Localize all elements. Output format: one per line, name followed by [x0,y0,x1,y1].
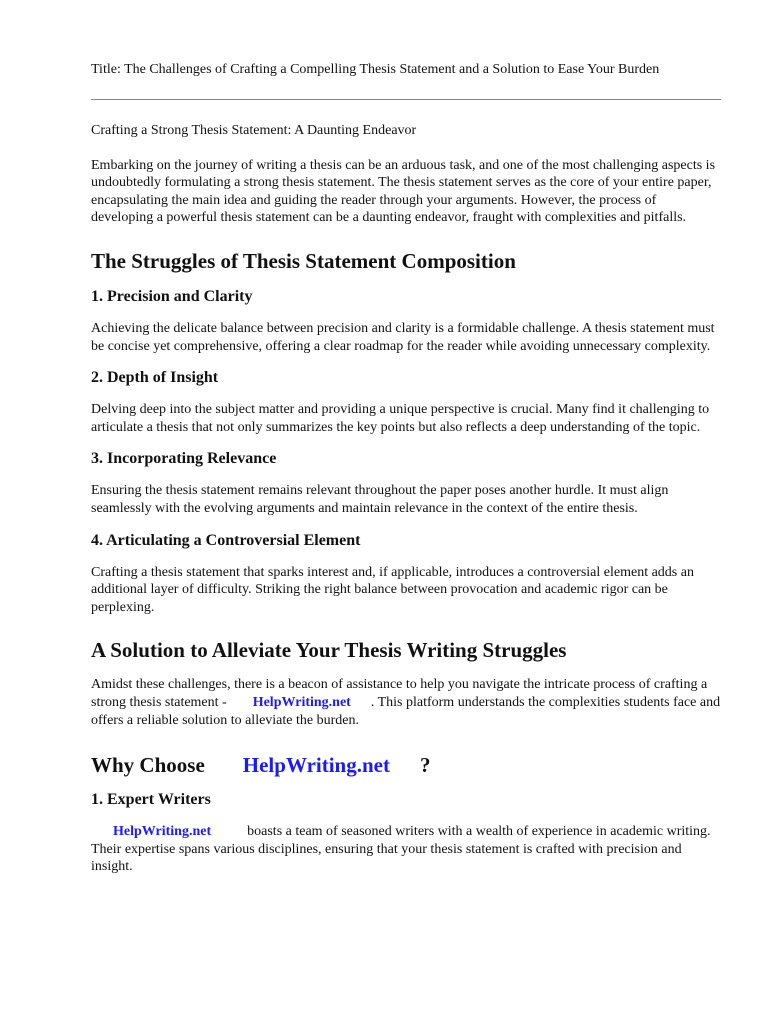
struggles-heading: The Struggles of Thesis Statement Composition [91,248,516,273]
helpwriting-link-heading[interactable]: HelpWriting.net [242,753,390,778]
why-text-after: ? [419,753,431,778]
struggle-heading-4: 4. Articulating a Controversial Element [91,531,361,549]
why-text-before: Why Choose [91,753,205,778]
struggle-text-3: Ensuring the thesis statement remains relevant throughout the paper poses another hurdle. It must align seamlessly with the evolving arguments and maintain relevance in the context of the entire thesis. [91,483,669,516]
struggle-heading-3: 3. Incorporating Relevance [91,450,277,468]
helpwriting-link-expert[interactable]: HelpWriting.net [113,824,212,840]
struggle-text-1: Achieving the delicate balance between precision and clarity is a formidable challenge. A thesis statement must be concise yet comprehensive, offering a clear roadmap for the reader while avoiding unnecessary complexity. [91,320,715,354]
intro-paragraph: Embarking on the journey of writing a thesis can be an arduous task, and one of the most challenging aspects is undoubtedly formulating a strong thesis statement. The thesis statement serves as the core of your entire paper, encapsulating the main idea and guiding the reader through your arguments. However, the process of developing a powerful thesis statement can be a daunting endeavor, fraught with complexities and pitfalls. [91,157,716,226]
solution-text-after: . This platform understands the complexities students face and offers a reliable solution to alleviate the burden. [91,694,721,728]
document-title: Title: The Challenges of Crafting a Compelling Thesis Statement and a Solution to Ease Your Burden [91,62,660,77]
struggle-heading-2: 2. Depth of Insight [91,369,219,387]
title-divider [91,99,721,100]
why-choose-heading [91,753,721,777]
expert-writers-paragraph [91,823,721,876]
solution-heading: A Solution to Alleviate Your Thesis Writing Struggles [91,638,567,663]
helpwriting-link-solution[interactable]: HelpWriting.net [252,694,351,710]
expert-writers-heading: 1. Expert Writers [91,791,211,809]
solution-paragraph [91,676,721,729]
struggle-text-4: Crafting a thesis statement that sparks interest and, if applicable, introduces a controversial element adds an additional layer of difficulty. Striking the right balance between provocation and academic rigor can be perplexing. [91,564,694,615]
solution-text-before: Amidst these challenges, there is a beacon of assistance to help you navigate the intricate process of crafting a strong thesis statement - [91,677,708,710]
struggle-text-2: Delving deep into the subject matter and providing a unique perspective is crucial. Many find it challenging to articulate a thesis that not only summarizes the key points but also reflects a deep understanding of the topic. [91,402,710,435]
lead-line: Crafting a Strong Thesis Statement: A Daunting Endeavor [91,123,417,138]
expert-writers-text: boasts a team of seasoned writers with a wealth of experience in academic writing. Their expertise spans various disciplines, ensuring that your thesis statement is crafted with precision and insight. [91,824,711,875]
document-body [91,122,721,889]
struggle-heading-1: 1. Precision and Clarity [91,287,253,305]
